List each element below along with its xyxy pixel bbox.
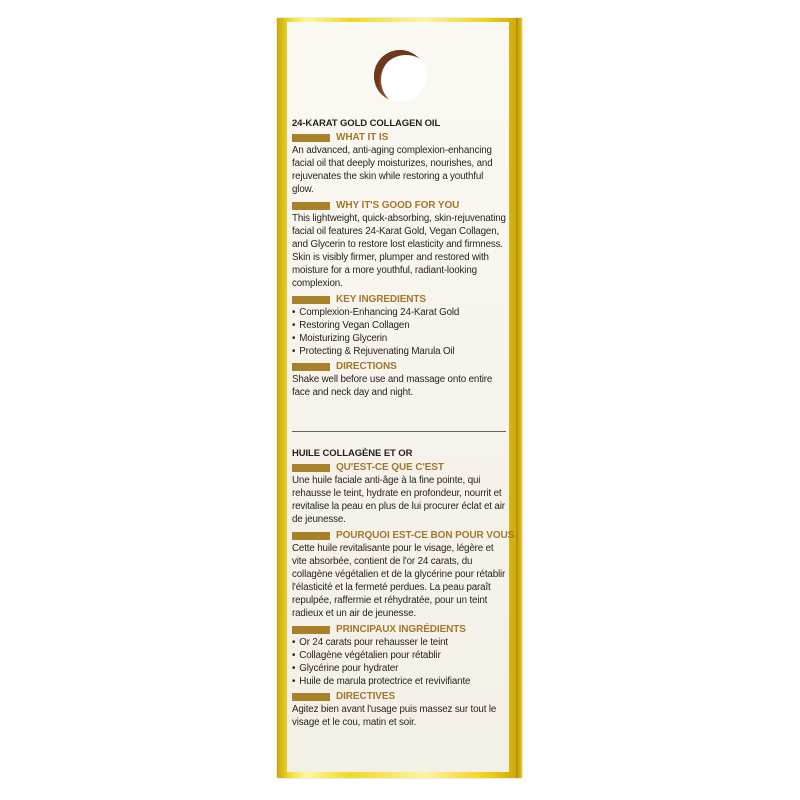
list-item: • Protecting & Rejuvenating Marula Oil [292, 345, 506, 358]
section-title: KEY INGREDIENTS [336, 294, 426, 305]
list-item: • Moisturizing Glycerin [292, 332, 506, 345]
section-body-pourquoi: Cette huile revitalisante pour le visage, légère et vite absorbée, contient de l'or 24 carats, du collagène végétalien et de la glycérine pour rétablir l'élasticité et la fermeté perdues. La peau paraît repulpée, raffermie et réhydratée, pour un teint radieux et un air de jeunesse. [292, 543, 506, 619]
section-body-directives: Agitez bien avant l'usage puis massez sur tout le visage et le cou, matin et soir. [292, 704, 497, 728]
section-header-directives [292, 691, 506, 702]
product-box [277, 18, 522, 778]
section-body-directions: Shake well before use and massage onto entire face and neck day and night. [292, 374, 493, 398]
section-bar [292, 363, 330, 371]
section-title: QU'EST-CE QUE C'EST [336, 462, 444, 473]
section-bar [292, 532, 330, 540]
product-title-en: 24-KARAT GOLD COLLAGEN OIL [292, 118, 441, 129]
section-bar [292, 464, 330, 472]
section-title: DIRECTIVES [336, 691, 396, 702]
section-header-what-it-is [292, 132, 506, 143]
section-bar [292, 693, 330, 701]
list-item: • Huile de marula protectrice et revivifiante [292, 675, 506, 688]
section-body-what-it-is: An advanced, anti-aging complexion-enhancing facial oil that deeply moisturizes, nourishes, and rejuvenates the skin while restoring a youthful glow. [292, 145, 493, 195]
section-title: POURQUOI EST-CE BON POUR VOUS [336, 530, 515, 541]
ingredient-list-en [292, 306, 506, 358]
section-title: WHY IT'S GOOD FOR YOU [336, 200, 460, 211]
list-item: • Collagène végétalien pour rétablir [292, 649, 506, 662]
list-item: • Complexion-Enhancing 24-Karat Gold [292, 306, 506, 319]
list-item: • Restoring Vegan Collagen [292, 319, 506, 332]
section-header-principaux [292, 624, 506, 635]
section-bar [292, 626, 330, 634]
section-header-why-good [292, 200, 506, 211]
section-bar [292, 296, 330, 304]
section-bar [292, 202, 330, 210]
product-title-fr: HUILE COLLAGÈNE ET OR [292, 448, 413, 459]
section-header-quest-ce [292, 462, 506, 473]
french-label [292, 448, 515, 733]
language-divider [292, 431, 506, 432]
section-header-pourquoi [292, 530, 515, 541]
section-title: PRINCIPAUX INGRÉDIENTS [336, 624, 466, 635]
list-item: • Glycérine pour hydrater [292, 662, 506, 675]
section-bar [292, 134, 330, 142]
section-header-key-ingredients [292, 294, 506, 305]
section-header-directions [292, 361, 506, 372]
list-item: • Or 24 carats pour rehausser le teint [292, 636, 506, 649]
hang-hole [374, 50, 426, 102]
section-body-quest-ce: Une huile faciale anti-âge à la fine pointe, qui rehausse le teint, hydrate en profondeur, nourrit et revitalise la peau en plus de lui procurer éclat et air de jeunesse. [292, 475, 505, 525]
section-title: DIRECTIONS [336, 361, 397, 372]
label-panel [287, 22, 515, 772]
english-label [292, 118, 506, 403]
ingredient-list-fr [292, 636, 506, 688]
section-title: WHAT IT IS [336, 132, 389, 143]
section-body-why-good: This lightweight, quick-absorbing, skin-rejuvenating facial oil features 24-Karat Gold, Vegan Collagen, and Glycerin to restore lost elasticity and firmness. Skin is visibly firmer, plumper and restored with moisture for a more youthful, radiant-looking complexion. [292, 213, 506, 289]
